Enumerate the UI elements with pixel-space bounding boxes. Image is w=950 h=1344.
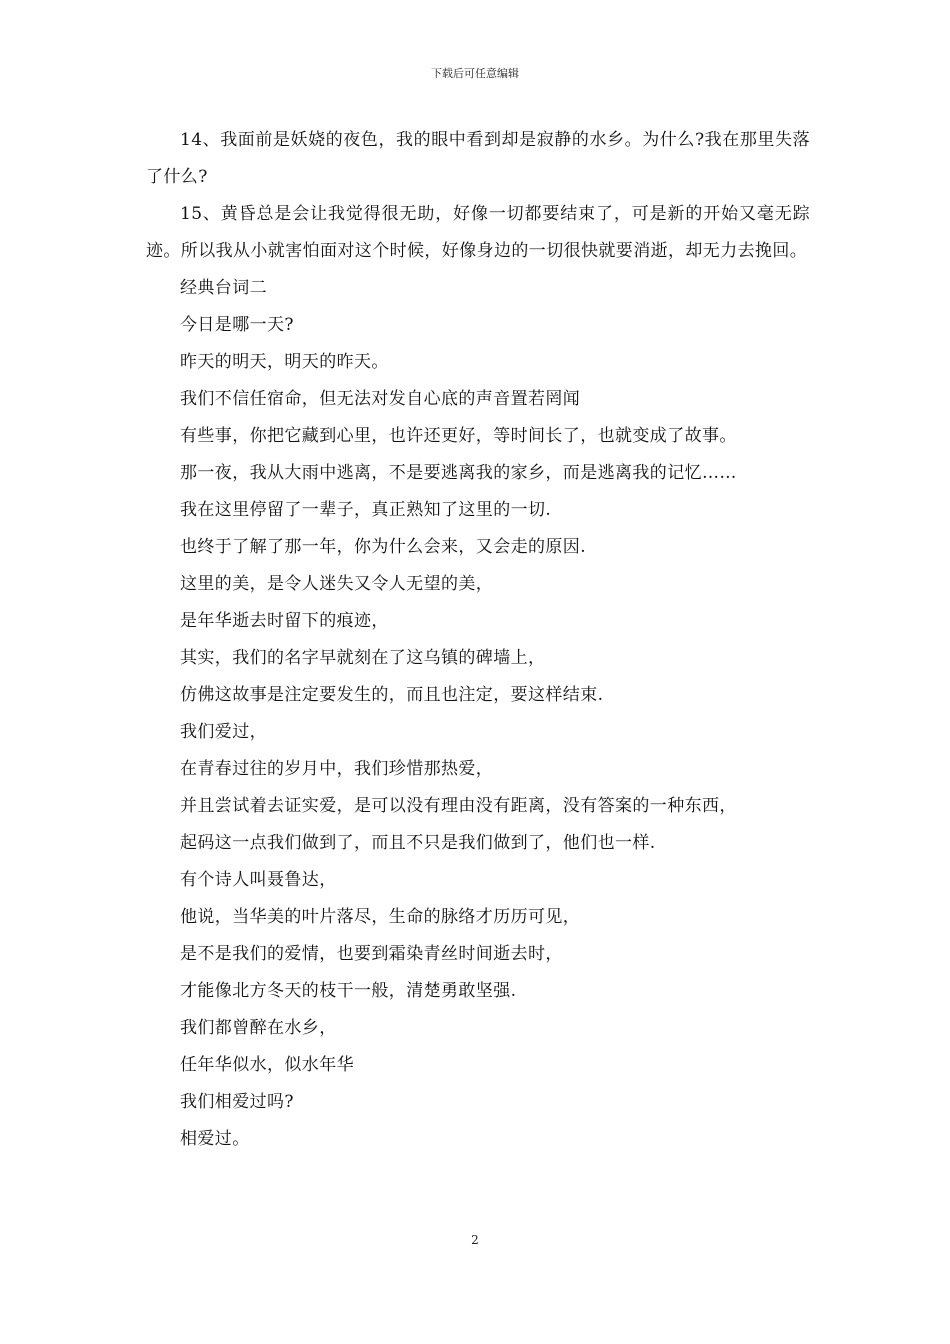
document-body — [146, 122, 810, 1158]
quote-line: 我在这里停留了一辈子，真正熟知了这里的一切. — [180, 500, 552, 520]
quote-line: 其实，我们的名字早就刻在了这乌镇的碑墙上， — [180, 648, 546, 668]
quote-line: 我们不信任宿命，但无法对发自心底的声音置若罔闻 — [180, 389, 581, 409]
quote-line: 我们爱过， — [180, 722, 267, 742]
quote-line: 那一夜，我从大雨中逃离，不是要逃离我的家乡，而是逃离我的记忆…… — [180, 463, 737, 483]
quote-line: 有些事，你把它藏到心里，也许还更好，等时间长了，也就变成了故事。 — [180, 426, 737, 446]
quote-line: 也终于了解了那一年，你为什么会来，又会走的原因. — [180, 537, 587, 557]
quote-line: 是年华逝去时留下的痕迹， — [180, 611, 389, 631]
quote-line: 是不是我们的爱情，也要到霜染青丝时间逝去时， — [180, 944, 563, 964]
quote-line: 相爱过。 — [180, 1129, 250, 1149]
quote-line: 有个诗人叫聂鲁达， — [180, 870, 337, 890]
quote-line: 昨天的明天，明天的昨天。 — [180, 352, 389, 372]
quote-line: 在青春过往的岁月中，我们珍惜那热爱， — [180, 759, 494, 779]
page-number: 2 — [471, 1233, 479, 1247]
page-header: 下载后可任意编辑 — [431, 67, 519, 80]
quote-line: 他说，当华美的叶片落尽，生命的脉络才历历可见， — [180, 907, 581, 927]
quote-line: 今日是哪一天? — [180, 315, 294, 335]
quote-line: 这里的美，是令人迷失又令人无望的美， — [180, 574, 494, 594]
quote-line: 我们都曾醉在水乡， — [180, 1018, 337, 1038]
quote-line: 才能像北方冬天的枝干一般，清楚勇敢坚强. — [180, 981, 517, 1001]
quote-line: 任年华似水，似水年华 — [180, 1055, 354, 1075]
quote-line: 仿佛这故事是注定要发生的，而且也注定，要这样结束. — [180, 685, 604, 705]
paragraph-14: 14、我面前是妖娆的夜色，我的眼中看到却是寂静的水乡。为什么?我在那里失落了什么? — [146, 130, 810, 187]
quote-line: 我们相爱过吗? — [180, 1092, 294, 1112]
quote-line: 起码这一点我们做到了，而且不只是我们做到了，他们也一样. — [180, 833, 656, 853]
section-heading: 经典台词二 — [180, 278, 267, 298]
quote-line: 并且尝试着去证实爱，是可以没有理由没有距离，没有答案的一种东西， — [180, 796, 737, 816]
paragraph-15: 15、黄昏总是会让我觉得很无助，好像一切都要结束了，可是新的开始又毫无踪迹。所以我从小就害怕面对这个时候，好像身边的一切很快就要消逝，却无力去挽回。 — [146, 204, 810, 261]
